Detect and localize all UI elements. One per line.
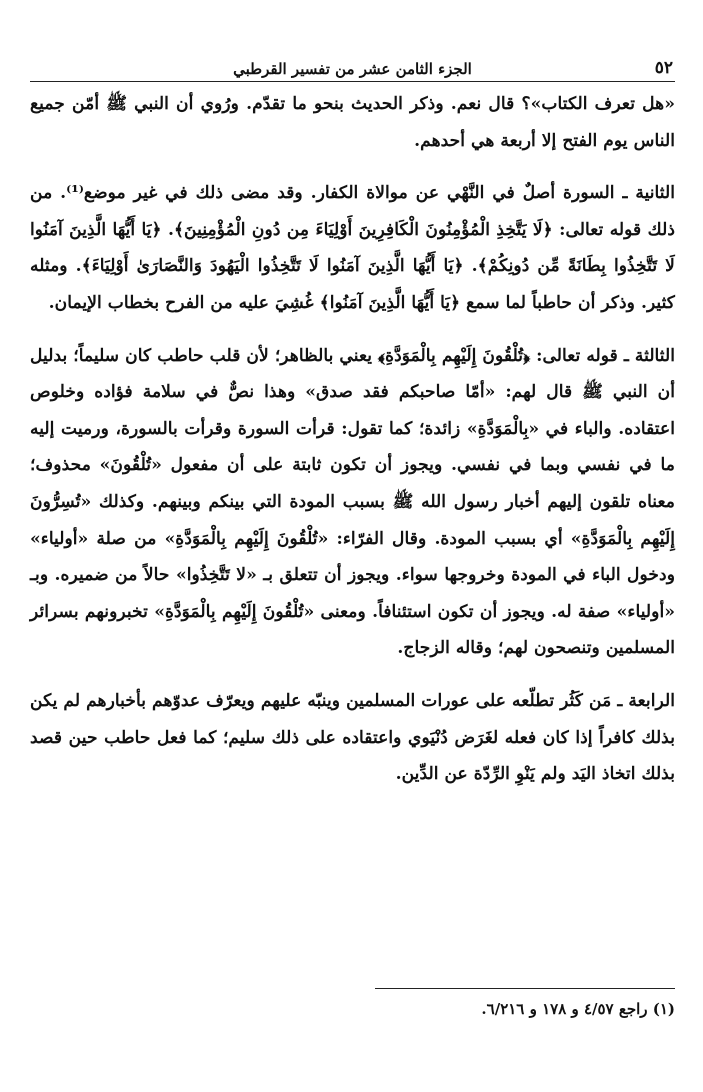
running-header — [30, 48, 675, 82]
book-page — [30, 48, 675, 1068]
header-rule — [30, 81, 675, 82]
paragraph-third-issue: الثالثة ـ قوله تعالى: ﴿تُلْقُونَ إِلَيْهِم بِالْمَوَدَّةِ﴾ يعني بالظاهر؛ لأن قلب حاطب كان سليماً؛ بدليل أن النبي ﷺ قال لهم: «أمّا صاحبكم فقد صدق» وهذا نصٌّ في سلامة فؤاده وخلوص اعتقاده. والباء في «بِالْمَوَدَّةِ» زائدة؛ كما تقول: قرأت السورة وقرأت بالسورة، ورميت إليه ما في نفسي وبما في نفسي. ويجوز أن تكون ثابتة على أن مفعول «تُلْقُونَ» محذوف؛ معناه تلقون إليهم أخبار رسول الله ﷺ بسبب المودة التي بينكم وبينهم. وكذلك «تُسِرُّونَ إِلَيْهِم بِالْمَوَدَّةِ» أي بسبب المودة. وقال الفرّاء: «تُلْقُونَ إِلَيْهِم بِالْمَوَدَّةِ» من صلة «أولياء» ودخول الباء في المودة وخروجها سواء. ويجوز أن تتعلق بـ «لا تَتَّخِذُوا» حالاً من ضميره. وبـ «أولياء» صفة له. ويجوز أن تكون استئنافاً. ومعنى «تُلْقُونَ إِلَيْهِم بِالْمَوَدَّةِ» تخبرونهم بسرائر المسلمين وتنصحون لهم؛ وقاله الزجاج. — [30, 345, 675, 659]
paragraph-second-issue: الثانية ـ السورة أصلٌ في النَّهْي عن موالاة الكفار. وقد مضى ذلك في غير موضع⁽¹⁾. من ذلك قوله تعالى: ﴿لَا يَتَّخِذِ الْمُؤْمِنُونَ الْكَافِرِينَ أَوْلِيَاءَ مِن دُونِ الْمُؤْمِنِينَ﴾. ﴿يَا أَيُّهَا الَّذِينَ آمَنُوا لَا تَتَّخِذُوا بِطَانَةً مِّن دُونِكُمْ﴾. ﴿يَا أَيُّهَا الَّذِينَ آمَنُوا لَا تَتَّخِذُوا الْيَهُودَ وَالنَّصَارَىٰ أَوْلِيَاءَ﴾. ومثله كثير. وذكر أن حاطباً لما سمع ﴿يَا أَيُّهَا الَّذِينَ آمَنُوا﴾ غُشِيَ عليه من الفرح بخطاب الإيمان. — [30, 183, 675, 313]
footnote-rule — [375, 988, 675, 989]
paragraph-continuation: «هل تعرف الكتاب»؟ قال نعم. وذكر الحديث بنحو ما تقدّم. ورُوي أن النبي ﷺ أمّن جميع الناس يوم الفتح إلا أربعة هي أحدهم. — [30, 94, 675, 151]
paragraph-fourth-issue: الرابعة ـ مَن كَثُر تطلّعه على عورات المسلمين وينبّه عليهم ويعرّف عدوّهم بأخبارهم لم يكن بذلك كافراً إذا كان فعله لغَرَض دُنْيَوي واعتقاده على ذلك سليم؛ كما فعل حاطب حين قصد بذلك اتخاذ اليَد ولم يَنْوِ الرِّدّة عن الدِّين. — [30, 690, 675, 785]
page-number: ٥٢ — [654, 58, 673, 78]
body-text — [30, 86, 675, 793]
running-title: الجزء الثامن عشر من تفسير القرطبي — [233, 60, 472, 78]
footnote: (١) راجع ٤/٥٧ و ١٧٨ و ٦/٢١٦. — [481, 1000, 675, 1018]
